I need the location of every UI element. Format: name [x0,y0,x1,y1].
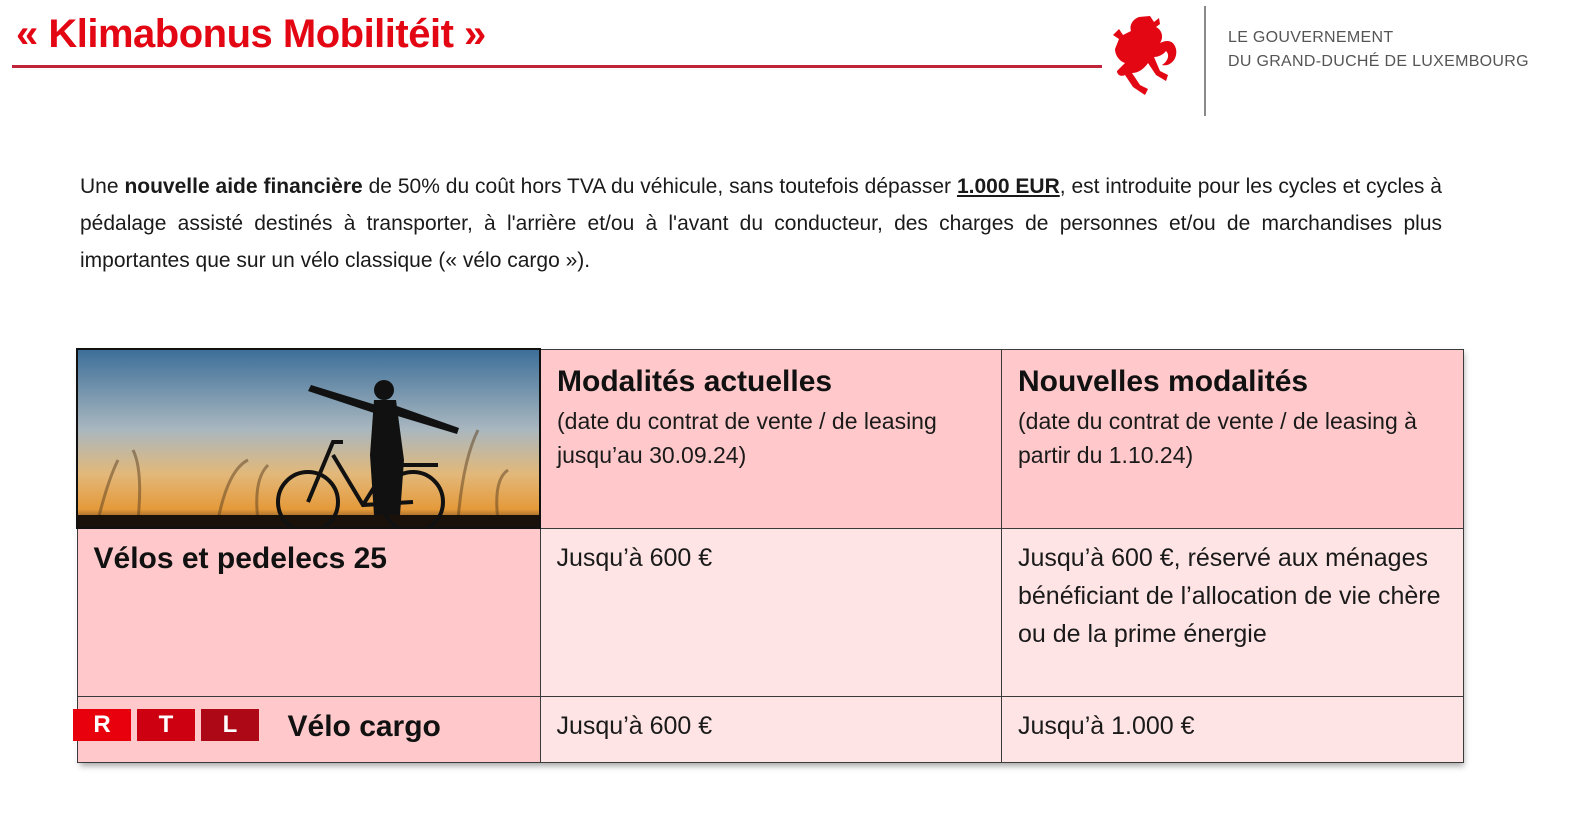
title-underline [12,65,1102,68]
logo-divider [1204,6,1206,116]
intro-amount: 1.000 EUR [956,175,1060,198]
column-title-current: Modalités actuelles [557,364,833,398]
column-subtitle-current: (date du contrat de vente / de leasing jusqu’au 30.09.24) [557,407,937,468]
comparison-table [76,348,1460,761]
intro-part-1: Une [80,175,125,198]
luxembourg-lion-icon [1110,12,1190,108]
new-value-cell [1002,697,1464,763]
header-photo [77,349,540,528]
page-title: « Klimabonus Mobilitéit » [16,12,486,56]
table-row [77,697,1464,763]
new-value-cell [1002,528,1464,697]
rtl-letter-l: L [201,709,259,741]
table-row [77,528,1464,697]
government-line-1: LE GOUVERNEMENT [1228,29,1394,46]
rtl-letter-t: T [137,709,195,741]
column-header-current [540,349,1002,528]
column-subtitle-new: (date du contrat de vente / de leasing à partir du 1.10.24) [1018,407,1417,468]
current-value: Jusqu’à 600 € [556,712,713,740]
column-header-new [1002,349,1464,528]
intro-bold: nouvelle aide financière [124,175,363,198]
new-value: Jusqu’à 600 €, réservé aux ménages bénéficiant de l’allocation de vie chère ou de la prime énergie [1018,543,1441,648]
current-value-cell [540,697,1002,763]
government-wordmark [1228,26,1529,74]
bicycle-sunset-image [78,350,539,527]
intro-paragraph [80,168,1442,279]
current-value-cell [540,528,1002,697]
rtl-watermark [73,709,259,741]
row-label-cell [77,528,540,697]
current-value: Jusqu’à 600 € [556,543,713,572]
new-value: Jusqu’à 1.000 € [1018,712,1195,740]
intro-part-2: de 50% du coût hors TVA du véhicule, sans toutefois dépasser [362,175,957,198]
intro-part-3: , est introduite pour les cycles et cycles à pédalage assisté destinés à transporter, à l'arrière et/ou à l'avant du conducteur, des charges de personnes et/ou de marchandises plus importantes que sur un vélo classique (« vélo cargo »). [80,175,1442,272]
column-title-new: Nouvelles modalités [1018,364,1309,398]
rtl-letter-r: R [73,709,131,741]
government-line-2: DU GRAND-DUCHÉ DE LUXEMBOURG [1228,53,1529,70]
row-label: Vélos et pedelecs 25 [93,542,387,575]
row-label: Vélo cargo [287,710,441,743]
